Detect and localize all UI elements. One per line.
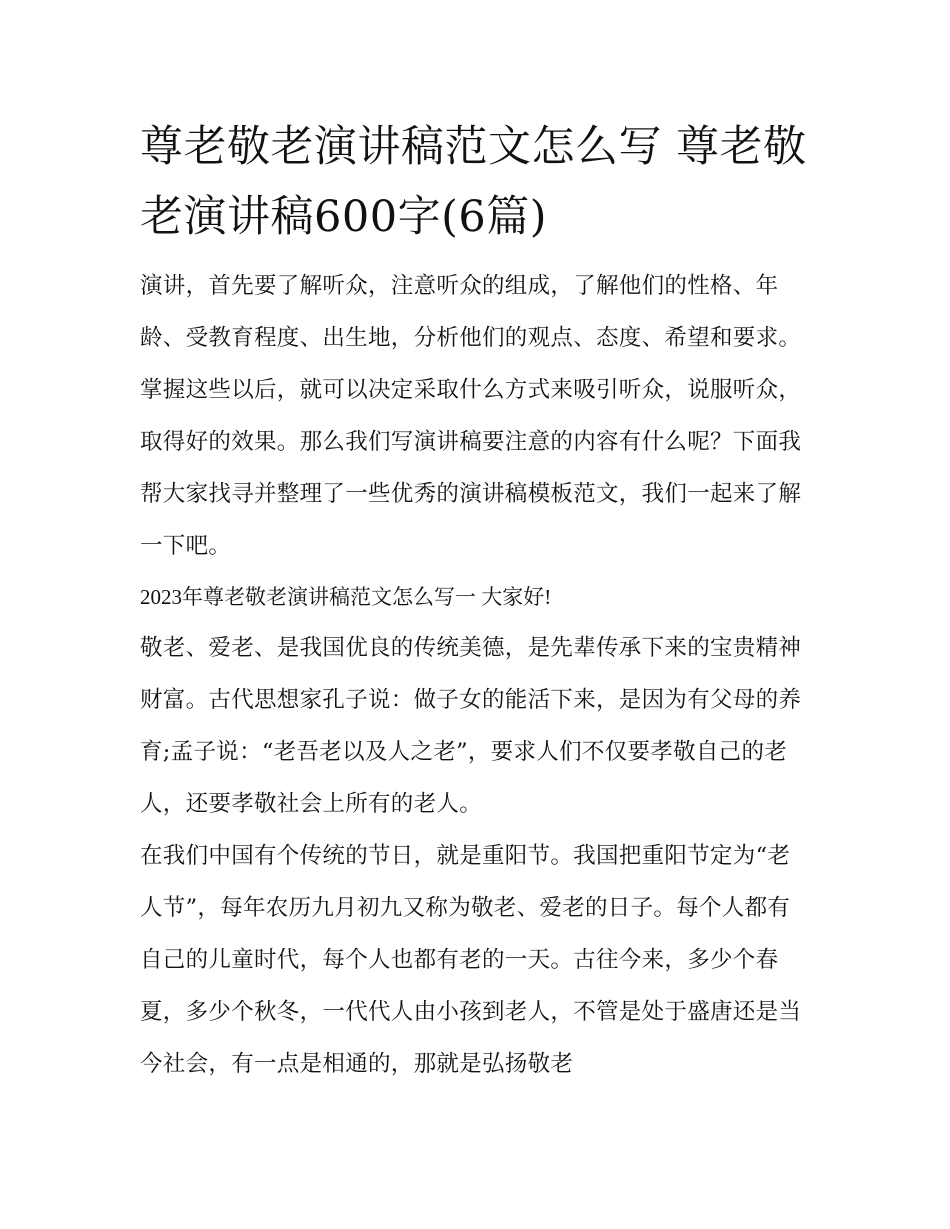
- body-paragraph-1: 敬老、爱老、是我国优良的传统美德，是先辈传承下来的宝贵精神财富。古代思想家孔子说：做子女的能活下来，是因为有父母的养育;孟子说：“老吾老以及人之老”，要求人们不仅要孝敬自己的老人，还要孝敬社会上所有的老人。: [140, 635, 802, 817]
- section-subheading: 2023年尊老敬老演讲稿范文怎么写一 大家好!: [140, 585, 552, 609]
- document-title: 尊老敬老演讲稿范文怎么写 尊老敬老演讲稿600字(6篇): [140, 122, 807, 242]
- document-page: [140, 112, 812, 1090]
- body-paragraph-2: 在我们中国有个传统的节日，就是重阳节。我国把重阳节定为“老人节”，每年农历九月初九又称为敬老、爱老的日子。每个人都有自己的儿童时代，每个人也都有老的一天。古往今来，多少个春夏，多少个秋冬，一代代人由小孩到老人，不管是处于盛唐还是当今社会，有一点是相通的，那就是弘扬敬老: [140, 843, 802, 1077]
- intro-paragraph: 演讲，首先要了解听众，注意听众的组成，了解他们的性格、年龄、受教育程度、出生地，分析他们的观点、态度、希望和要求。掌握这些以后，就可以决定采取什么方式来吸引听众，说服听众，取得好的效果。那么我们写演讲稿要注意的内容有什么呢？下面我帮大家找寻并整理了一些优秀的演讲稿模板范文，我们一起来了解一下吧。: [140, 273, 802, 559]
